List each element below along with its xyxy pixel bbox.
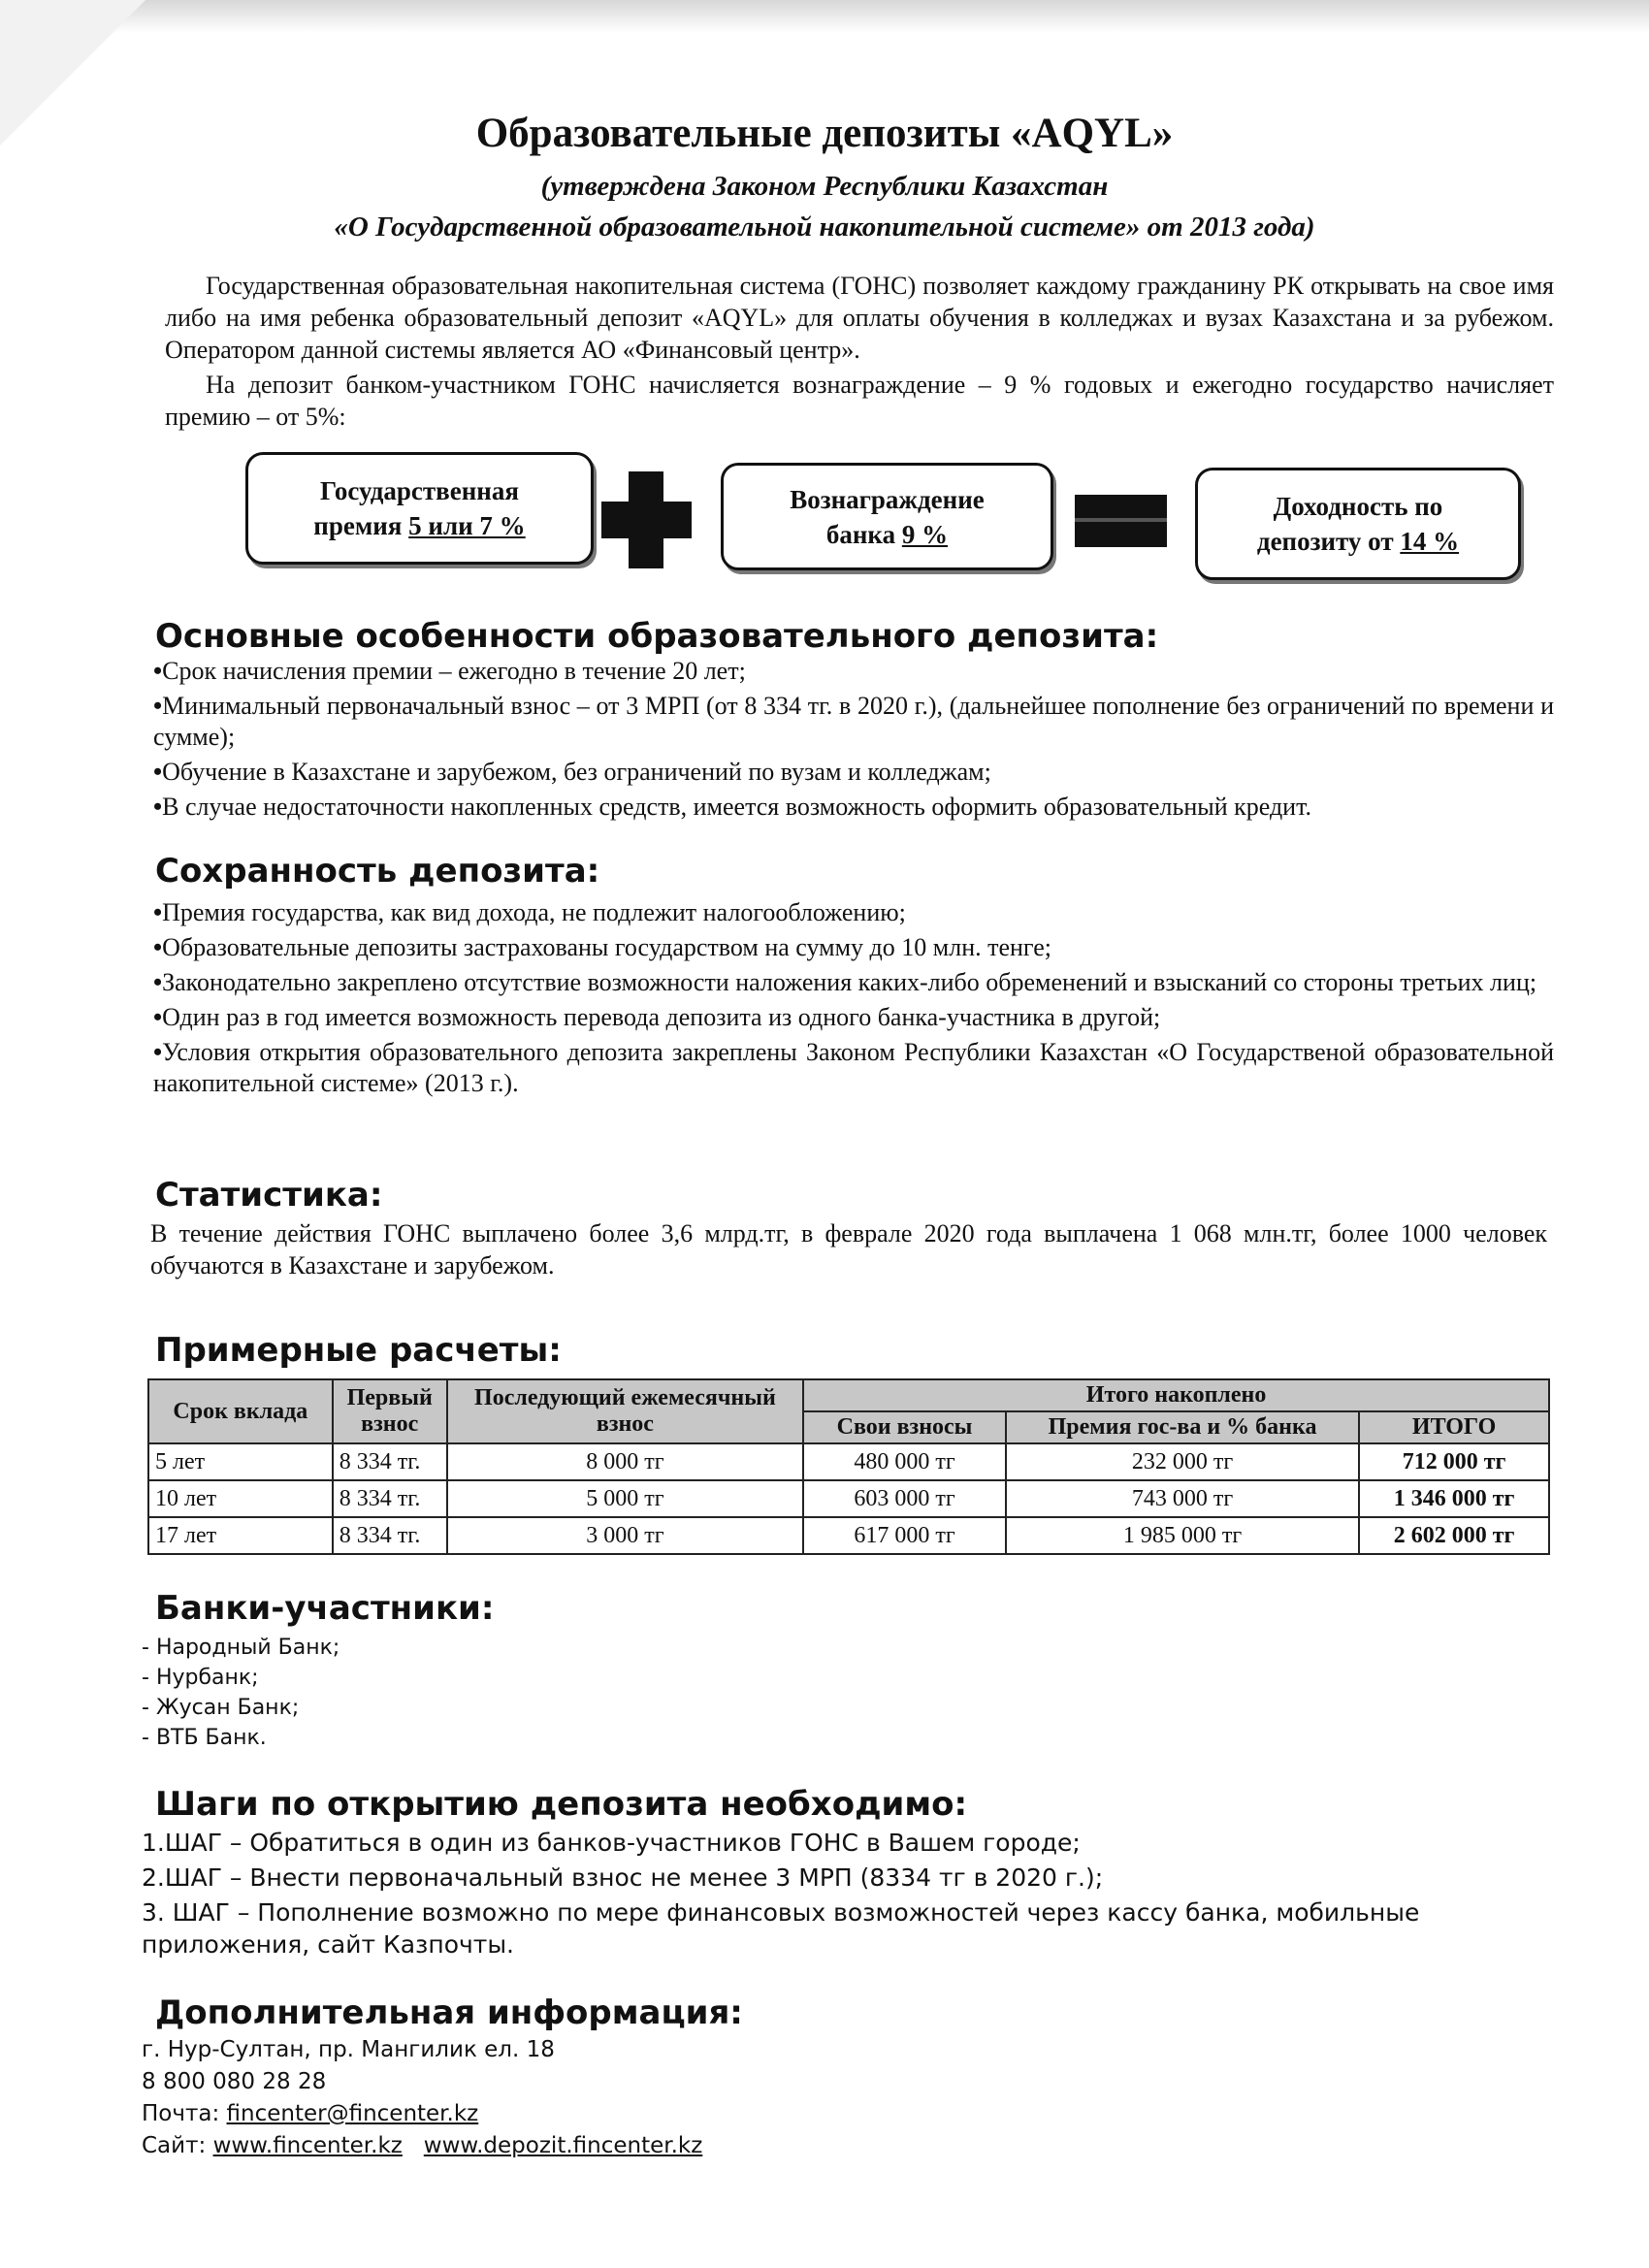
table-cell: 17 лет <box>148 1517 333 1554</box>
table-cell: 8 000 тг <box>447 1443 803 1480</box>
table-cell: 10 лет <box>148 1480 333 1517</box>
list-item: 1.ШАГ – Обратиться в один из банков-участников ГОНС в Вашем городе; <box>142 1829 1081 1857</box>
table-row <box>148 1480 1549 1517</box>
subtitle-line-2: «О Государственной образовательной накопительной системе» от 2013 года) <box>334 211 1315 243</box>
calc-table <box>147 1378 1550 1555</box>
info-heading: Дополнительная информация: <box>155 1993 743 2032</box>
scan-shadow <box>0 0 1649 33</box>
column-header: Премия гос-ва и % банка <box>1006 1411 1359 1443</box>
box-label: Государственная <box>320 476 519 505</box>
box-value: 9 % <box>901 519 949 549</box>
box-value: 14 % <box>1400 527 1460 556</box>
site-label: Сайт: <box>142 2133 213 2158</box>
table-cell: 1 985 000 тг <box>1006 1517 1359 1554</box>
list-item: - Нурбанк; <box>142 1663 340 1693</box>
list-item: • Обучение в Казахстане и зарубежом, без ограничений по вузам и колледжам; <box>153 757 1554 788</box>
list-item: • Условия открытия образовательного депозита закреплены Законом Республики Казахстан «О Государственой образовательной накопительной системе» (2013 г.). <box>153 1037 1554 1099</box>
banks-heading: Банки-участники: <box>155 1589 495 1628</box>
list-item: • В случае недостаточности накопленных средств, имеется возможность оформить образовательный кредит. <box>153 792 1554 823</box>
site-link[interactable]: www.fincenter.kz <box>212 2133 403 2158</box>
table-cell: 743 000 тг <box>1006 1480 1359 1517</box>
list-item: - Народный Банк; <box>142 1633 340 1663</box>
email-label: Почта: <box>142 2101 227 2126</box>
plus-icon <box>601 502 692 538</box>
stats-heading: Статистика: <box>155 1176 383 1215</box>
box-label: премия <box>313 511 409 540</box>
list-item: 3. ШАГ – Пополнение возможно по мере финансовых возможностей через кассу банка, мобильные приложения, сайт Казпочты. <box>142 1898 1420 1959</box>
features-list <box>153 656 1554 826</box>
table-cell: 8 334 тг. <box>333 1443 447 1480</box>
document-title: Образовательные депозиты «AQYL» <box>475 111 1174 156</box>
column-header: ИТОГО <box>1359 1411 1549 1443</box>
table-cell: 8 334 тг. <box>333 1517 447 1554</box>
intro-paragraph: На депозит банком-участником ГОНС начисляется вознаграждение – 9 % годовых и ежегодно государство начисляет премию – от 5%: <box>165 371 1554 431</box>
list-item: • Образовательные депозиты застрахованы государством на сумму до 10 млн. тенге; <box>153 932 1554 963</box>
list-item: - ВТБ Банк. <box>142 1723 340 1753</box>
table-row <box>148 1517 1549 1554</box>
table-cell: 5 лет <box>148 1443 333 1480</box>
column-header: Первый взнос <box>333 1379 447 1443</box>
equals-icon <box>1075 518 1167 522</box>
deposit-yield-box <box>1195 468 1521 580</box>
table-cell: 617 000 тг <box>803 1517 1006 1554</box>
list-item: 2.ШАГ – Внести первоначальный взнос не менее 3 МРП (8334 тг в 2020 г.); <box>142 1863 1104 1892</box>
calc-heading: Примерные расчеты: <box>155 1331 562 1370</box>
table-cell: 232 000 тг <box>1006 1443 1359 1480</box>
subtitle-line-1: (утверждена Законом Республики Казахстан <box>540 171 1109 202</box>
table-cell: 2 602 000 тг <box>1359 1517 1549 1554</box>
table-cell: 603 000 тг <box>803 1480 1006 1517</box>
stats-text: В течение действия ГОНС выплачено более 3,6 млрд.тг, в феврале 2020 года выплачена 1 068 млн.тг, более 1000 человек обучаются в Казахстане и зарубежом. <box>150 1219 1547 1280</box>
list-item: • Минимальный первоначальный взнос – от 3 МРП (от 8 334 тг. в 2020 г.), (дальнейшее пополнение без ограничений по времени и сумме); <box>153 691 1554 753</box>
table-cell: 8 334 тг. <box>333 1480 447 1517</box>
box-label: Доходность по <box>1273 492 1443 521</box>
column-header: Свои взносы <box>803 1411 1006 1443</box>
table-cell: 5 000 тг <box>447 1480 803 1517</box>
bank-reward-box <box>721 463 1053 570</box>
column-header: Срок вклада <box>148 1379 333 1443</box>
contact-info <box>142 2034 1548 2162</box>
list-item: - Жусан Банк; <box>142 1693 340 1723</box>
list-item: • Премия государства, как вид дохода, не подлежит налогообложению; <box>153 897 1554 928</box>
box-label: банка <box>825 519 902 549</box>
safety-list <box>153 897 1554 1103</box>
list-item: • Один раз в год имеется возможность перевода депозита из одного банка-участника в другой; <box>153 1002 1554 1033</box>
list-item: • Срок начисления премии – ежегодно в течение 20 лет; <box>153 656 1554 687</box>
table-row <box>148 1443 1549 1480</box>
box-label: Вознаграждение <box>790 484 985 514</box>
email-link[interactable]: fincenter@fincenter.kz <box>226 2101 479 2126</box>
features-heading: Основные особенности образовательного депозита: <box>155 617 1159 656</box>
list-item: • Законодательно закреплено отсутствие возможности наложения каких-либо обременений и взысканий со стороны третьих лиц; <box>153 967 1554 998</box>
steps-list <box>142 1827 1548 1963</box>
column-header: Последующий ежемесячный взнос <box>447 1379 803 1443</box>
phone: 8 800 080 28 28 <box>142 2069 327 2094</box>
box-value: 5 или 7 % <box>408 511 526 540</box>
table-cell: 480 000 тг <box>803 1443 1006 1480</box>
intro-paragraph: Государственная образовательная накопительная система (ГОНС) позволяет каждому гражданину РК открывать на свое имя либо на имя ребенка образовательный депозит «AQYL» для оплаты обучения в колледжах и вузах Казахстана и за рубежом. Оператором данной системы является АО «Финансовый центр». <box>165 272 1554 364</box>
box-label: депозиту от <box>1256 527 1401 556</box>
safety-heading: Сохранность депозита: <box>155 852 600 891</box>
address: г. Нур-Султан, пр. Мангилик ел. 18 <box>142 2037 555 2062</box>
site-link[interactable]: www.depozit.fincenter.kz <box>423 2133 703 2158</box>
table-cell: 3 000 тг <box>447 1517 803 1554</box>
state-premium-box <box>245 452 594 565</box>
banks-list <box>142 1633 340 1753</box>
steps-heading: Шаги по открытию депозита необходимо: <box>155 1785 968 1824</box>
column-header: Итого накоплено <box>803 1379 1549 1411</box>
table-cell: 1 346 000 тг <box>1359 1480 1549 1517</box>
table-cell: 712 000 тг <box>1359 1443 1549 1480</box>
